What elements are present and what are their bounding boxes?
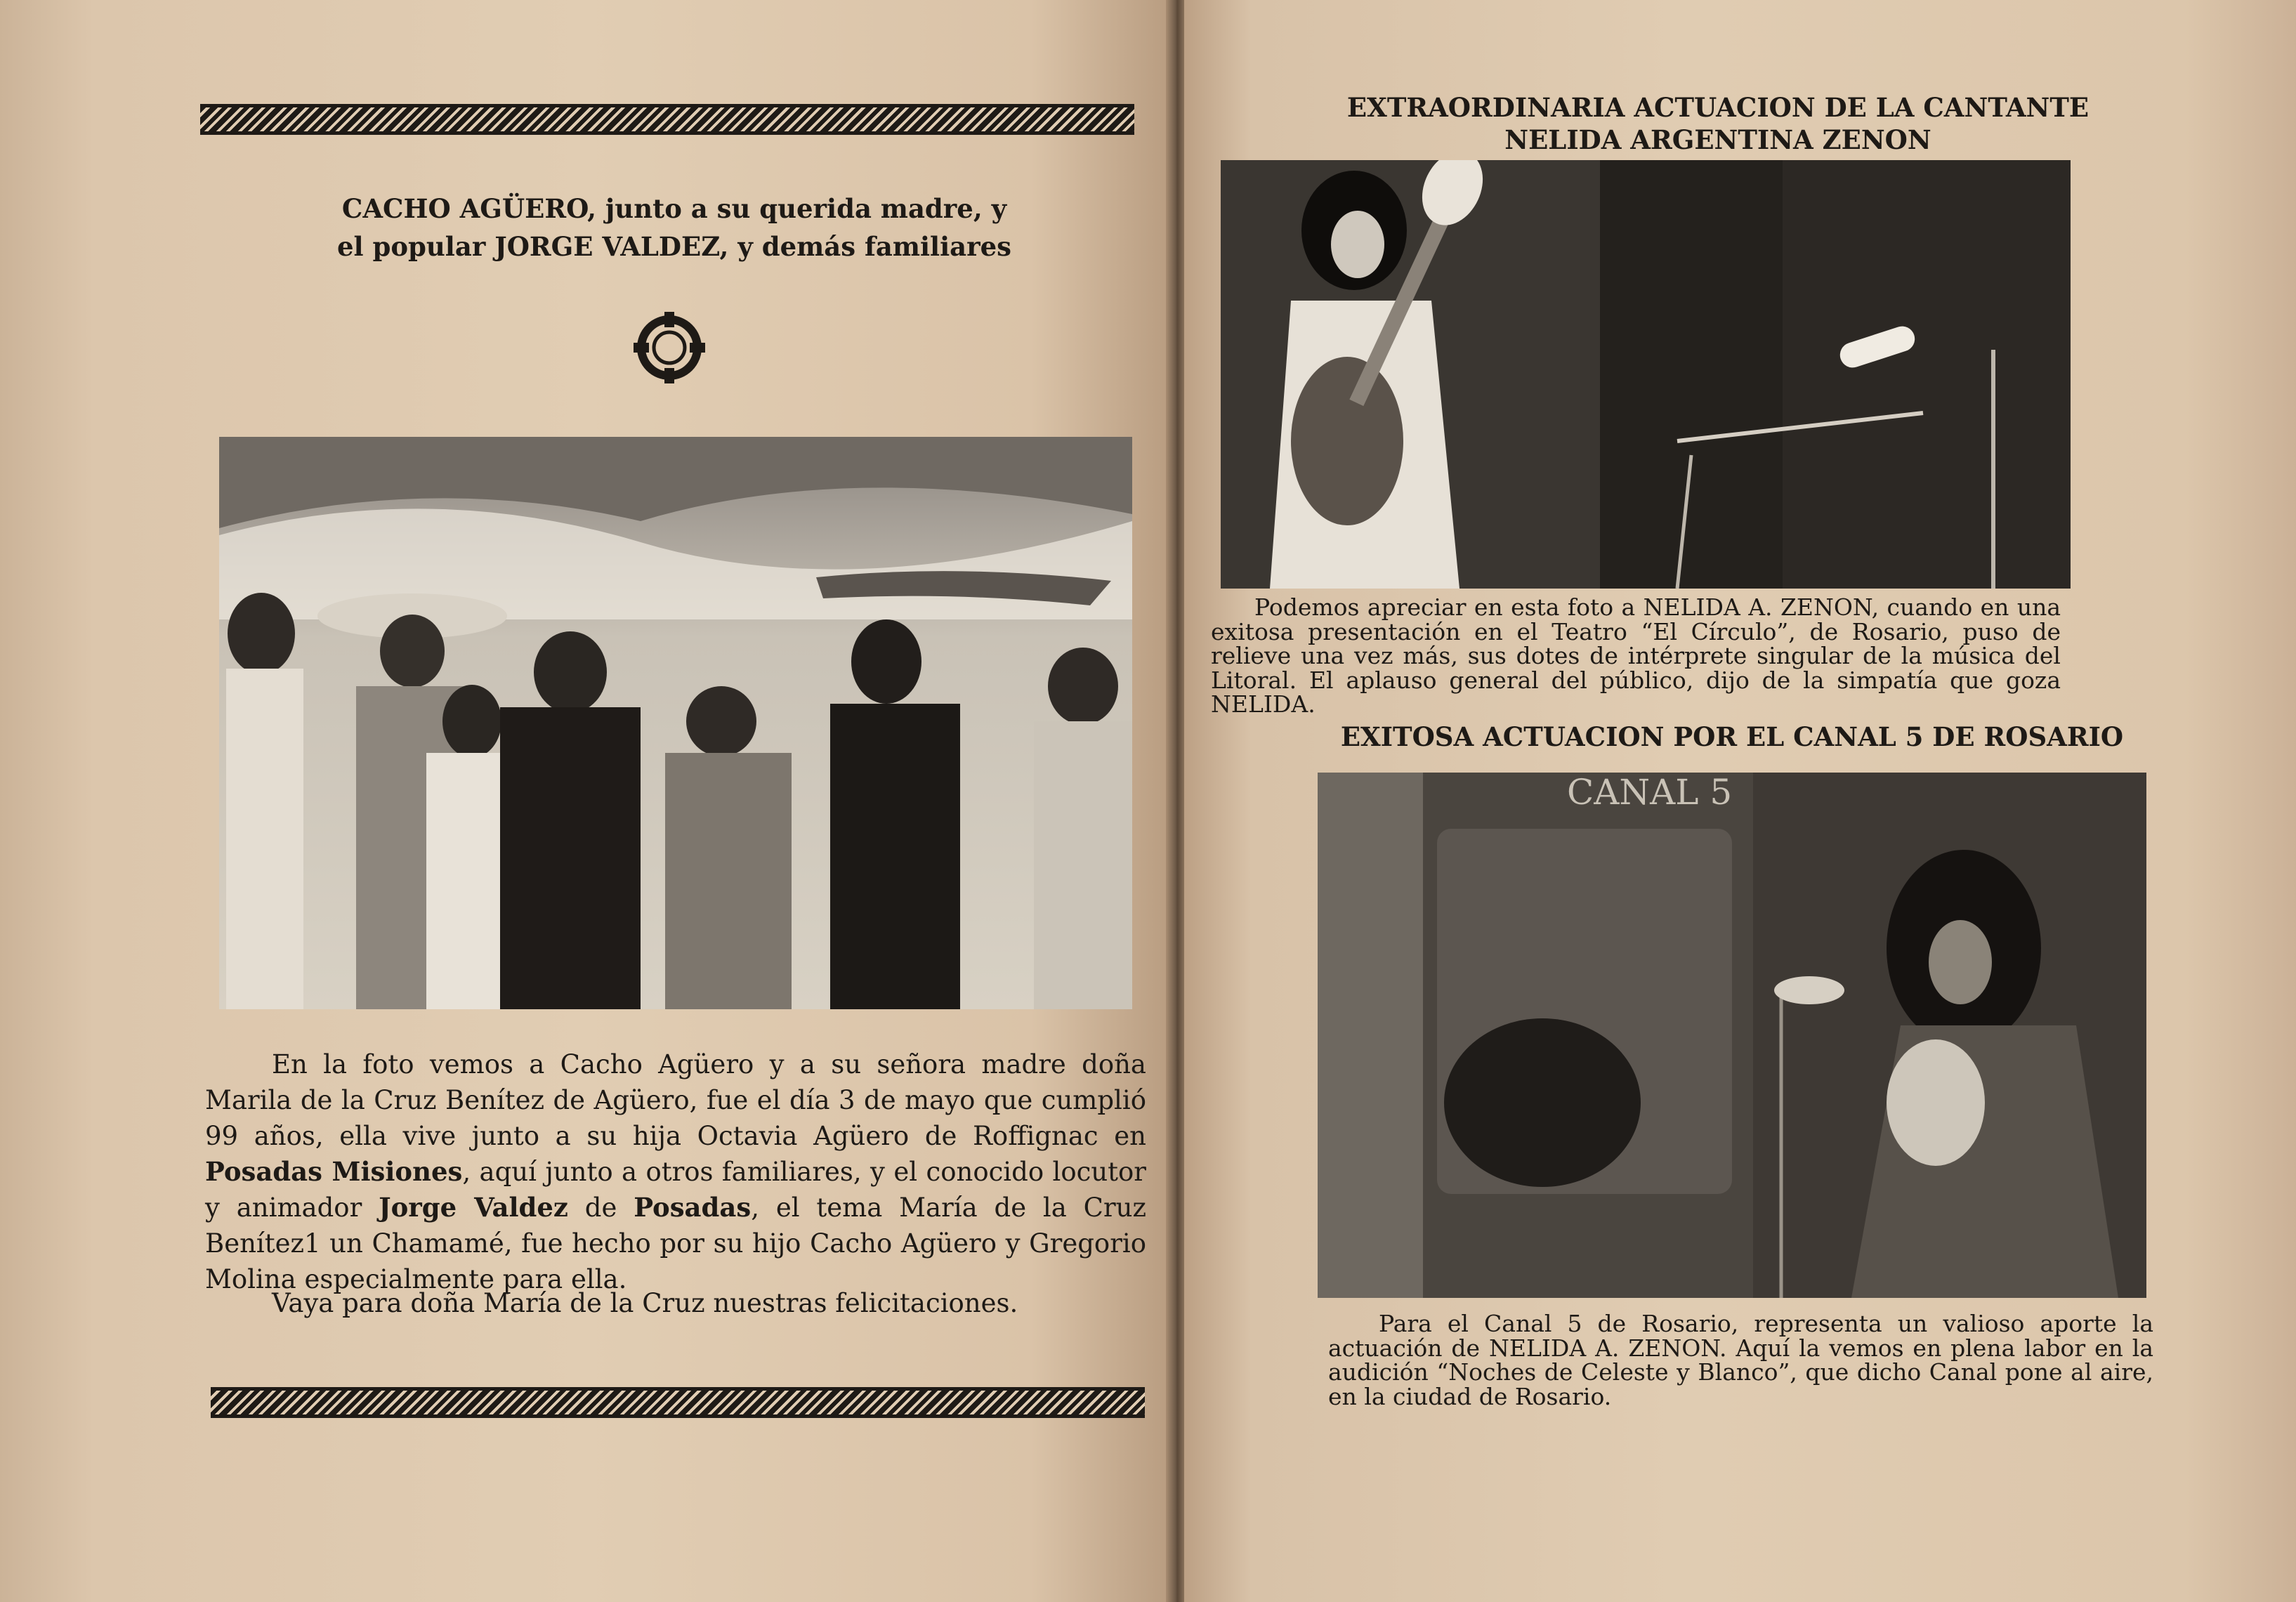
right-headline1-line1: EXTRAORDINARIA ACTUACION DE LA CANTANTE <box>1346 92 2090 123</box>
left-article-body <box>205 1046 1146 1297</box>
left-paragraph1-end: , el tema María de la Cruz Benítez1 un Chamamé, fue hecho por su hijo Cacho Agüero y Gregorio Molina especialmente para ella. <box>205 1193 1146 1294</box>
right-headline1 <box>1226 91 2210 156</box>
group-photo <box>219 437 1132 1009</box>
left-headline-line1: CACHO AGÜERO, junto a su querida madre, y <box>341 193 1007 224</box>
left-paragraph1-bold-place: Posadas Misiones <box>205 1156 463 1187</box>
canal5-sign-text: CANAL 5 <box>1567 773 1733 813</box>
left-paragraph1-intro: En la foto vemos a Cacho Agüero y a su señora madre doña Marila de la Cruz Benítez de Agüero, fue el día 3 de mayo que cumplió 99 años, ella vive junto a su hija Octavia Agüero de Roffignac en <box>205 1049 1146 1151</box>
left-paragraph1-middle2: de <box>568 1193 634 1223</box>
left-paragraph2: Vaya para doña María de la Cruz nuestras felicitaciones. <box>272 1288 1018 1318</box>
right-headline2: EXITOSA ACTUACION POR EL CANAL 5 DE ROSARIO <box>1340 721 2124 752</box>
left-headline-line2: el popular JORGE VALDEZ, y demás familiares <box>336 231 1011 262</box>
right-caption1: Podemos apreciar en esta foto a NELIDA A. ZENON, cuando en una exitosa presentación en el Teatro “El Círculo”, de Rosario, puso de relieve una vez más, sus dotes de intérprete singular de la música del Litoral. El aplauso general del público, dijo de la simpatía que goza NELIDA. <box>1211 593 2061 718</box>
ornament-emblem <box>631 309 708 386</box>
right-caption2: Para el Canal 5 de Rosario, representa un valioso aporte la actuación de NELIDA A. ZENON. Aquí la vemos en plena labor en la audición “Noches de Celeste y Blanco”, que dicho Canal pone al aire, en la ciudad de Rosario. <box>1328 1310 2153 1410</box>
singer-stage-photo <box>1221 160 2071 589</box>
group-photo-illustration <box>219 437 1132 1009</box>
top-ornament-border <box>200 104 1134 135</box>
canal5-studio-photo <box>1318 773 2146 1298</box>
right-headline1-line2: NELIDA ARGENTINA ZENON <box>1504 124 1931 155</box>
bottom-ornament-border <box>211 1387 1145 1418</box>
left-paragraph1-bold-city: Posadas <box>634 1192 752 1223</box>
singer-stage-illustration <box>1221 160 2071 589</box>
right-page <box>1184 0 2296 1602</box>
left-headline <box>295 190 1054 265</box>
left-paragraph1-middle: , aquí junto a otros familiares, y el conocido locutor y animador <box>205 1157 1146 1223</box>
left-paragraph1-bold-name: Jorge Valdez <box>379 1192 568 1223</box>
canal5-studio-illustration <box>1318 773 2146 1298</box>
